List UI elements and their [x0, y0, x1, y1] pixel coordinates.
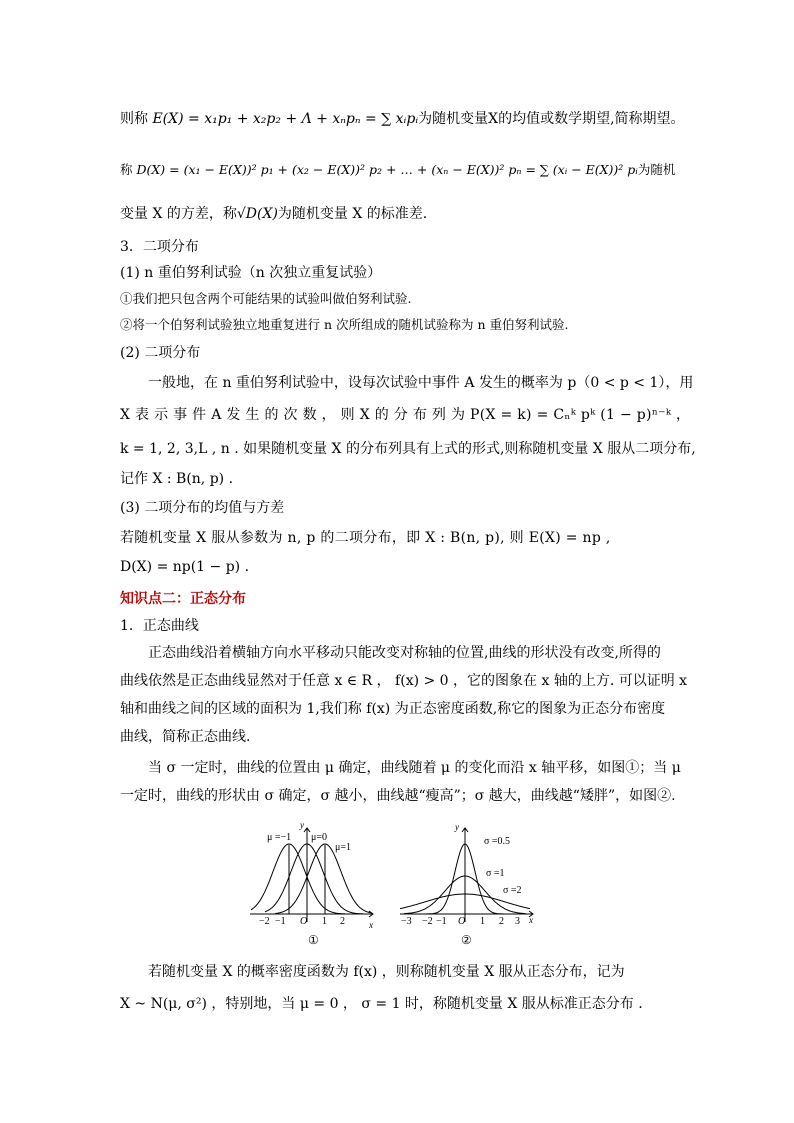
normal-def-para-2: X ~ N(μ, σ²) ，特别地，当 μ = 0 ， σ = 1 时，称随机变量 X 服从标准正态分布 . [120, 996, 643, 1012]
binomial-para-1: 一般地，在 n 重伯努利试验中，设每次试验中事件 A 发生的概率为 p（0 < p < 1），用 [148, 375, 694, 391]
normal-para-1: 正态曲线沿着横轴方向水平移动只能改变对称轴的位置,曲线的形状没有改变,所得的 [148, 645, 661, 661]
std-definition [120, 203, 680, 225]
figure-sigma-shape [398, 818, 543, 950]
x-label: x [529, 915, 533, 925]
label-mu-1: μ=1 [335, 842, 352, 853]
text-suffix: 为随机变量X的均值或数学期望,简称期望。 [418, 111, 685, 127]
subheading-binomial-mean-var: (3) 二项分布的均值与方差 [120, 500, 285, 516]
binomial-para-2: X 表 示 事 件 A 发 生 的 次 数 ， 则 X 的 分 布 列 为 P(X = k) = Cₙᵏ pᵏ (1 − p)ⁿ⁻ᵏ ， [120, 407, 691, 423]
bernoulli-def-2: ②将一个伯努利试验独立地重复进行 n 次所组成的随机试验称为 n 重伯努利试验. [120, 317, 569, 332]
normal-def-para-1: 若随机变量 X 的概率密度函数为 f(x) ，则称随机变量 X 服从正态分布，记为 [148, 964, 625, 980]
std-formula: √D(X) [236, 206, 278, 222]
expectation-definition [120, 108, 685, 130]
normal-curve-heading: 1．正态曲线 [120, 618, 199, 634]
tick-label: −1 [436, 916, 447, 927]
figure-caption: ① [308, 933, 319, 947]
tick-label: 1 [322, 916, 327, 927]
sigma-mu-para-1: 当 σ 一定时，曲线的位置由 μ 确定，曲线随着 μ 的变化而沿 x 轴平移，如图①；当 μ [148, 760, 681, 776]
x-label: x [369, 920, 373, 930]
text-suffix: 为随机 [637, 162, 676, 177]
label-sigma-0-5: σ =0.5 [484, 836, 511, 847]
sigma-mu-para-2: 一定时，曲线的形状由 σ 确定，σ 越小，曲线越“瘦高”；σ 越大，曲线越“矮胖”，如图②. [120, 788, 676, 804]
subheading-binomial: (2) 二项分布 [120, 345, 201, 361]
subheading-bernoulli: (1) n 重伯努利试验（n 次独立重复试验） [120, 265, 382, 281]
tick-label: −1 [275, 916, 286, 927]
label-mu-0: μ=0 [311, 832, 328, 843]
text-prefix: 称 [120, 162, 137, 177]
normal-para-4: 曲线，简称正态曲线. [120, 729, 251, 745]
section-heading-binomial: 3．二项分布 [120, 239, 199, 255]
figure-mu-shift [245, 818, 390, 950]
tick-label: −2 [422, 916, 433, 927]
tick-label: 1 [480, 916, 485, 927]
label-sigma-1: σ =1 [486, 868, 505, 879]
label-sigma-2: σ =2 [503, 885, 522, 896]
y-label: y [455, 822, 459, 832]
tick-label: 2 [499, 916, 504, 927]
binomial-mean: 若随机变量 X 服从参数为 n, p 的二项分布，即 X : B(n, p), 则 E(X) = np , [120, 530, 611, 546]
expectation-formula: E(X) = x₁p₁ + x₂p₂ + Λ + xₙpₙ = ∑ xᵢpᵢ [152, 111, 419, 127]
label-mu-neg1: μ =−1 [267, 832, 292, 843]
bernoulli-def-1: ①我们把只包含两个可能结果的试验叫做伯努利试验. [120, 291, 412, 306]
origin-label: O [458, 916, 466, 927]
text-part: 变量 X 的方差，称 [120, 206, 237, 222]
binomial-para-4: 记作 X : B(n, p) . [120, 471, 234, 487]
binomial-para-3: k = 1, 2, 3,L , n . 如果随机变量 X 的分布列具有上式的形式,则称随机变量 X 服从二项分布, [120, 441, 696, 457]
figure-caption: ② [461, 933, 472, 947]
tick-label: 3 [515, 916, 520, 927]
tick-label: −3 [401, 916, 412, 927]
normal-para-3: 轴和曲线之间的区域的面积为 1,我们称 f(x) 为正态密度函数,称它的图象为正态分布密度 [120, 701, 666, 717]
variance-definition [120, 159, 680, 181]
origin-label: O [300, 916, 308, 927]
text-part: 为随机变量 X 的标准差. [277, 206, 428, 222]
text-prefix: 则称 [120, 111, 153, 127]
normal-para-2: 曲线依然是正态曲线显然对于任意 x ∈ R ， f(x) > 0 ，它的图象在 x 轴的上方. 可以证明 x [120, 673, 688, 689]
variance-formula: D(X) = (x₁ − E(X))² p₁ + (x₂ − E(X))² p₂ + … + (xₙ − E(X))² pₙ = ∑ (xᵢ − E(X))² pᵢ [136, 162, 638, 177]
y-label: y [300, 820, 304, 830]
binomial-variance: D(X) = np(1 − p) . [120, 559, 250, 575]
tick-label: −2 [259, 916, 270, 927]
tick-label: 2 [340, 916, 345, 927]
knowledge-point-heading: 知识点二：正态分布 [120, 591, 246, 607]
